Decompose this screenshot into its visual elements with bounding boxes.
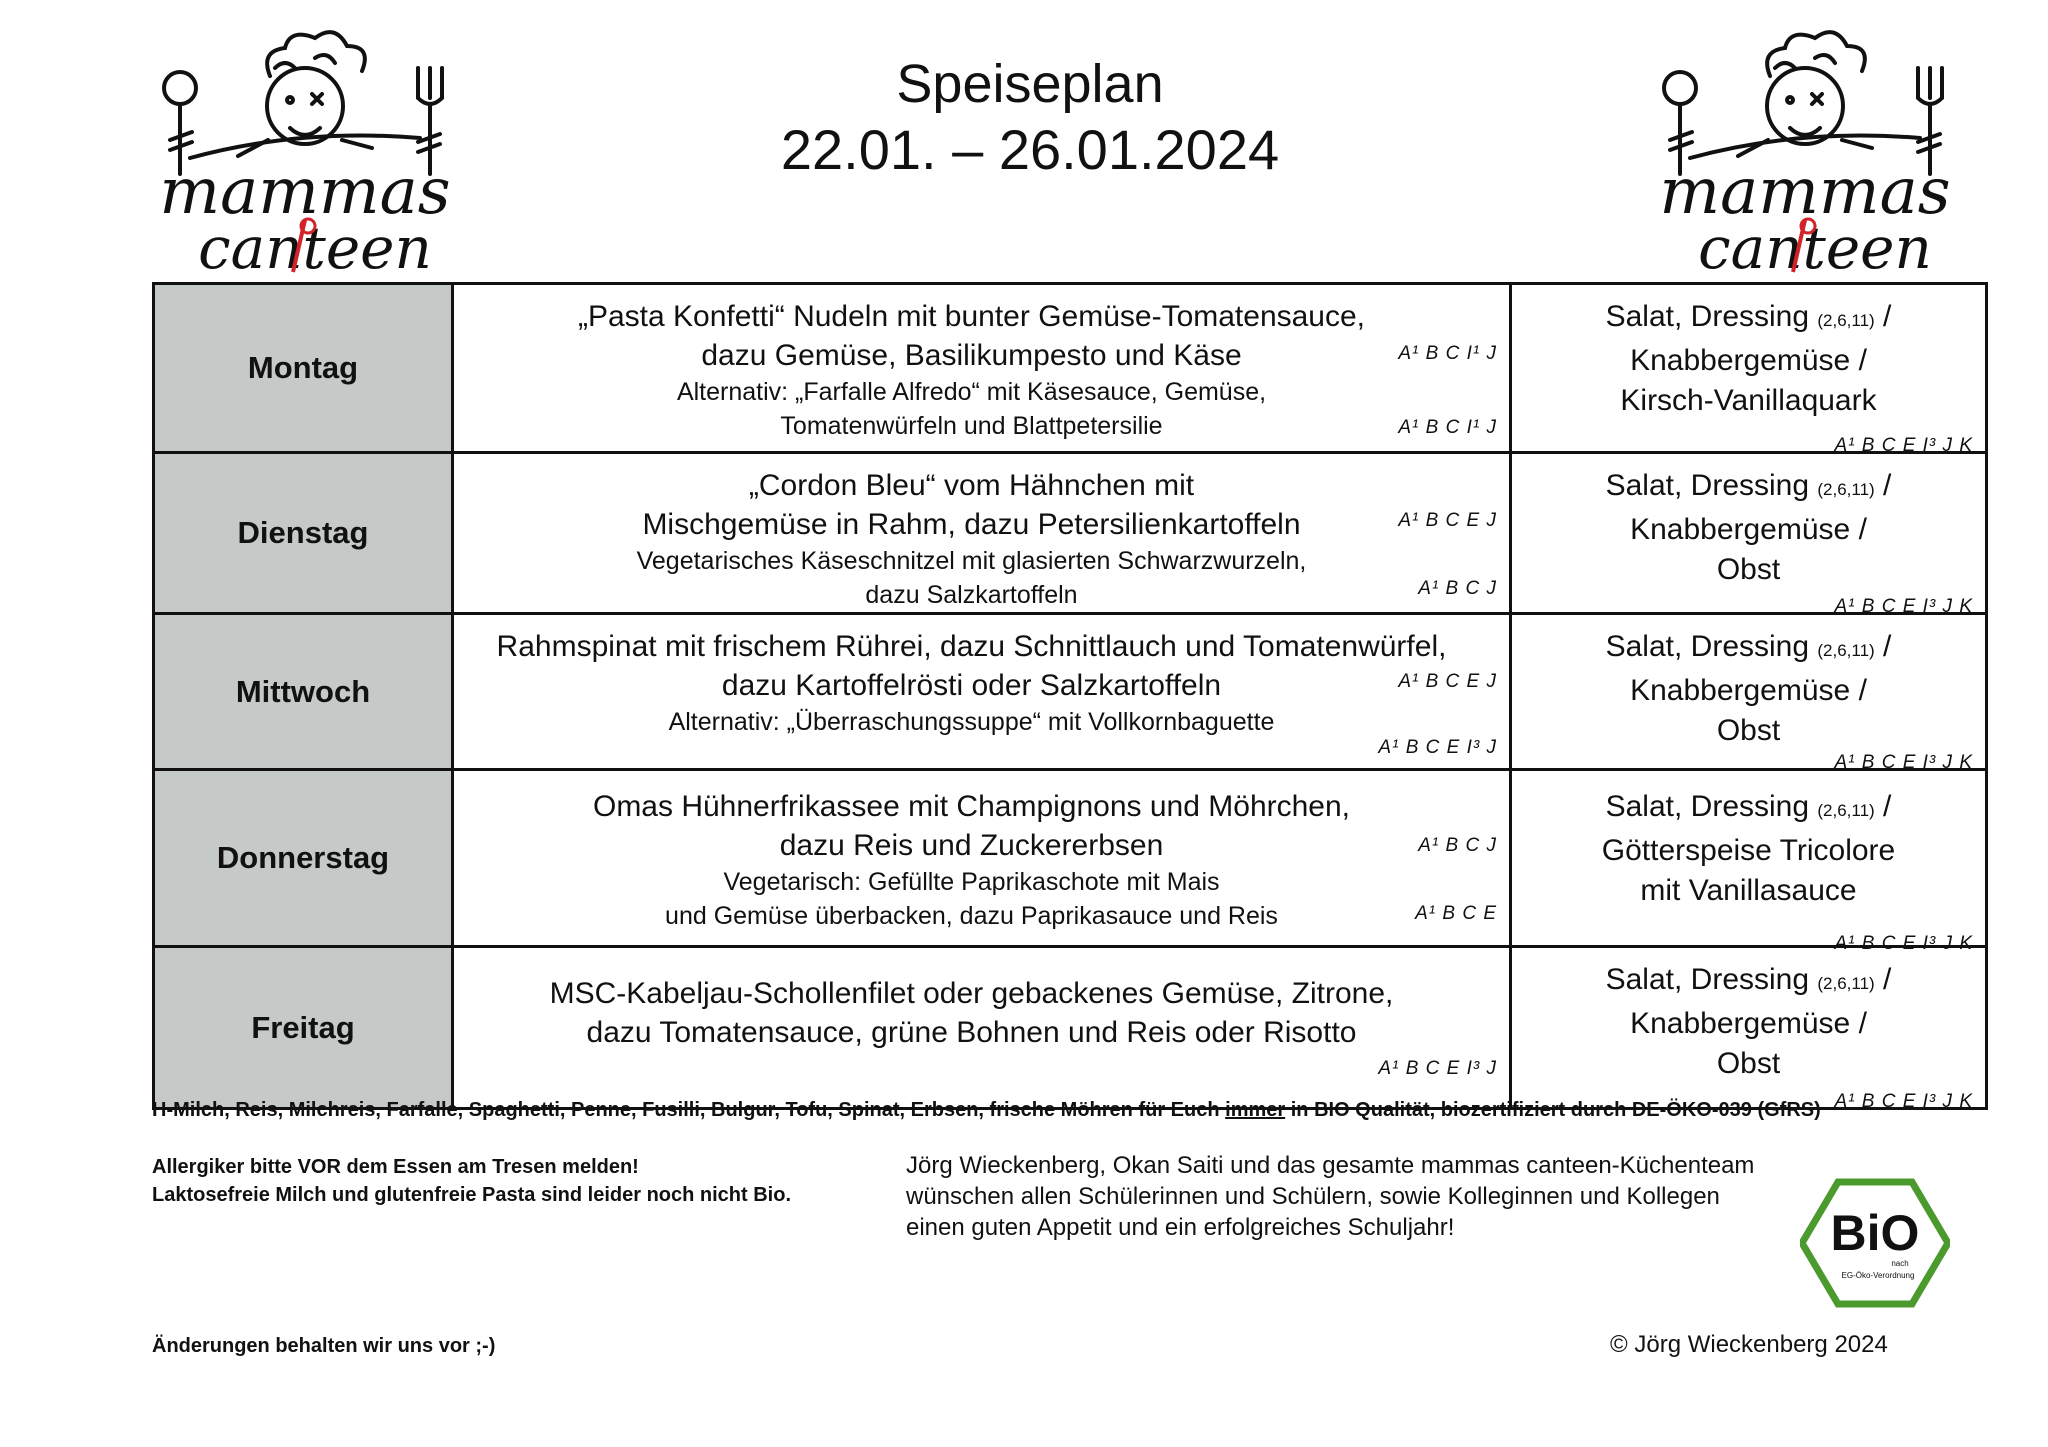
logo-line2: canteen	[198, 214, 432, 278]
day-cell	[154, 453, 453, 614]
bio-note-text: H-Milch, Reis, Milchreis, Farfalle, Spaghetti, Penne, Fusilli, Bulgur, Tofu, Spinat, Erbsen, frische Möhren für Euch	[152, 1099, 1220, 1121]
bio-seal-sub: EG-Öko-Verordnung	[1841, 1271, 1915, 1280]
allergen-codes: A¹ B C I¹ J	[1398, 343, 1497, 364]
menu-row-dienstag	[154, 453, 1987, 614]
greeting-line: wünschen allen Schülerinnen und Schülern, sowie Kolleginnen und Kollegen	[906, 1183, 1720, 1210]
dish-line: dazu Reis und Zuckererbsen	[779, 829, 1164, 862]
dish-line: „Cordon Bleu“ vom Hähnchen mit	[748, 469, 1195, 502]
dressing-codes: (2,6,11)	[1817, 480, 1875, 499]
logo-line2: canteen	[1698, 214, 1932, 278]
menu-row-donnerstag	[154, 770, 1987, 947]
allergen-codes: A¹ B C E I³ J K	[1834, 435, 1973, 456]
date-range: 22.01. – 26.01.2024	[780, 118, 1280, 181]
day-cell	[154, 947, 453, 1109]
dish-line: „Pasta Konfetti“ Nudeln mit bunter Gemüse-Tomatensauce,	[577, 300, 1366, 333]
mammas-canteen-logo-right	[1650, 28, 1960, 278]
side-line: Obst	[1716, 1047, 1781, 1080]
dish-line: Mischgemüse in Rahm, dazu Petersilienkartoffeln	[642, 508, 1301, 541]
main-dish-cell	[453, 947, 1511, 1109]
side-line: Obst	[1716, 553, 1781, 586]
allergen-codes: A¹ B C E J	[1398, 671, 1497, 692]
allergen-codes: A¹ B C E J	[1398, 510, 1497, 531]
mammas-canteen-logo-left	[150, 28, 460, 278]
bio-seal-icon	[1800, 1178, 1950, 1308]
day-label: Dienstag	[237, 515, 369, 550]
alt-line: Alternativ: „Farfalle Alfredo“ mit Käsesauce, Gemüse,	[676, 378, 1267, 406]
main-dish-cell	[453, 770, 1511, 947]
allergy-note-line: Laktosefreie Milch und glutenfreie Pasta sind leider noch nicht Bio.	[152, 1184, 792, 1206]
dressing-codes: (2,6,11)	[1817, 974, 1875, 993]
day-cell	[154, 614, 453, 770]
dish-line: MSC-Kabeljau-Schollenfilet oder gebackenes Gemüse, Zitrone,	[549, 977, 1394, 1010]
page-title: Speiseplan	[896, 54, 1164, 114]
bio-note-text: in BIO Qualität, biozertifiziert durch DE-ÖKO-039 (GfRS)	[1290, 1099, 1821, 1121]
bio-note-emphasis: immer	[1225, 1099, 1286, 1121]
side-dish-cell: Salat, Dressing (2,6,11) / Götterspeise Tricolore mit Vanillasauce A¹ B C E I³ J K	[1511, 770, 1987, 947]
day-label: Donnerstag	[216, 840, 390, 875]
bio-seal-sub: nach	[1891, 1259, 1909, 1268]
main-dish-cell	[453, 284, 1511, 453]
dressing-codes: (2,6,11)	[1817, 641, 1875, 660]
greeting-line: Jörg Wieckenberg, Okan Saiti und das gesamte mammas canteen-Küchenteam	[906, 1152, 1755, 1179]
main-dish-cell	[453, 614, 1511, 770]
dressing-codes: (2,6,11)	[1817, 801, 1875, 820]
side-salad: Salat, Dressing	[1605, 300, 1810, 333]
side-line: Knabbergemüse /	[1630, 513, 1867, 546]
menu-row-freitag	[154, 947, 1987, 1109]
side-line: Kirsch-Vanillaquark	[1620, 384, 1877, 417]
alt-line: Alternativ: „Überraschungssuppe“ mit Vollkornbaguette	[668, 708, 1275, 736]
alt-line: Vegetarisch: Gefüllte Paprikaschote mit Mais	[723, 868, 1220, 896]
menu-row-mittwoch	[154, 614, 1987, 770]
day-cell	[154, 770, 453, 947]
side-salad: Salat, Dressing	[1605, 790, 1810, 823]
day-label: Mittwoch	[235, 673, 371, 709]
bio-quality-note	[152, 1097, 1976, 1123]
allergen-codes: A¹ B C J	[1418, 835, 1497, 856]
main-dish-cell	[453, 453, 1511, 614]
dish-line: dazu Tomatensauce, grüne Bohnen und Reis oder Risotto	[586, 1016, 1357, 1049]
allergy-note-line: Allergiker bitte VOR dem Essen am Tresen melden!	[152, 1156, 639, 1178]
logo-line1: mammas	[1659, 155, 1951, 229]
bio-seal-word: BiO	[1830, 1205, 1920, 1261]
greeting-notes	[906, 1150, 1806, 1243]
allergy-notes	[152, 1153, 912, 1209]
dish-line: Rahmspinat mit frischem Rührei, dazu Schnittlauch und Tomatenwürfel,	[496, 630, 1447, 663]
dish-line: Omas Hühnerfrikassee mit Champignons und Möhrchen,	[592, 790, 1351, 823]
footer-copyright: © Jörg Wieckenberg 2024	[1610, 1331, 1888, 1358]
allergen-codes: A¹ B C E I³ J	[1378, 737, 1497, 758]
allergen-codes: A¹ B C E I³ J K	[1834, 1091, 1973, 1112]
day-label: Montag	[247, 350, 359, 385]
side-dish-cell: Salat, Dressing (2,6,11) / Knabbergemüse / Kirsch-Vanillaquark A¹ B C E I³ J K	[1511, 284, 1987, 453]
allergen-codes: A¹ B C E I³ J K	[1834, 933, 1973, 954]
allergen-codes: A¹ B C E I³ J	[1378, 1058, 1497, 1079]
dish-line: dazu Gemüse, Basilikumpesto und Käse	[701, 339, 1242, 372]
day-cell	[154, 284, 453, 453]
logo-line1: mammas	[159, 155, 451, 229]
day-label: Freitag	[251, 1009, 355, 1045]
allergen-codes: A¹ B C E I³ J K	[1834, 752, 1973, 773]
alt-line: Tomatenwürfeln und Blattpetersilie	[780, 412, 1163, 440]
footer-disclaimer: Änderungen behalten wir uns vor ;-)	[152, 1335, 496, 1357]
title-block	[700, 52, 1360, 184]
side-dish-cell: Salat, Dressing (2,6,11) / Knabbergemüse / Obst A¹ B C E I³ J K	[1511, 614, 1987, 770]
dressing-codes: (2,6,11)	[1817, 311, 1875, 330]
allergen-codes: A¹ B C E I³ J K	[1834, 596, 1973, 617]
side-line: mit Vanillasauce	[1640, 874, 1857, 907]
side-salad: Salat, Dressing	[1605, 963, 1810, 996]
allergen-codes: A¹ B C E	[1415, 903, 1497, 924]
side-line: Knabbergemüse /	[1630, 344, 1867, 377]
allergen-codes: A¹ B C J	[1418, 578, 1497, 599]
greeting-line: einen guten Appetit und ein erfolgreiches Schuljahr!	[906, 1214, 1455, 1241]
side-salad: Salat, Dressing	[1605, 630, 1810, 663]
side-salad: Salat, Dressing	[1605, 469, 1810, 502]
alt-line: und Gemüse überbacken, dazu Paprikasauce und Reis	[665, 902, 1278, 930]
side-dish-cell: Salat, Dressing (2,6,11) / Knabbergemüse / Obst A¹ B C E I³ J K	[1511, 453, 1987, 614]
side-line: Knabbergemüse /	[1630, 1007, 1867, 1040]
side-dish-cell: Salat, Dressing (2,6,11) / Knabbergemüse / Obst A¹ B C E I³ J K	[1511, 947, 1987, 1109]
menu-table	[152, 282, 1988, 1110]
side-line: Obst	[1716, 714, 1781, 747]
side-line: Götterspeise Tricolore	[1601, 834, 1896, 867]
side-line: Knabbergemüse /	[1630, 674, 1867, 707]
menu-row-montag	[154, 284, 1987, 453]
alt-line: Vegetarisches Käseschnitzel mit glasierten Schwarzwurzeln,	[636, 547, 1307, 575]
alt-line: dazu Salzkartoffeln	[865, 581, 1078, 609]
allergen-codes: A¹ B C I¹ J	[1398, 417, 1497, 438]
dish-line: dazu Kartoffelrösti oder Salzkartoffeln	[721, 669, 1222, 702]
